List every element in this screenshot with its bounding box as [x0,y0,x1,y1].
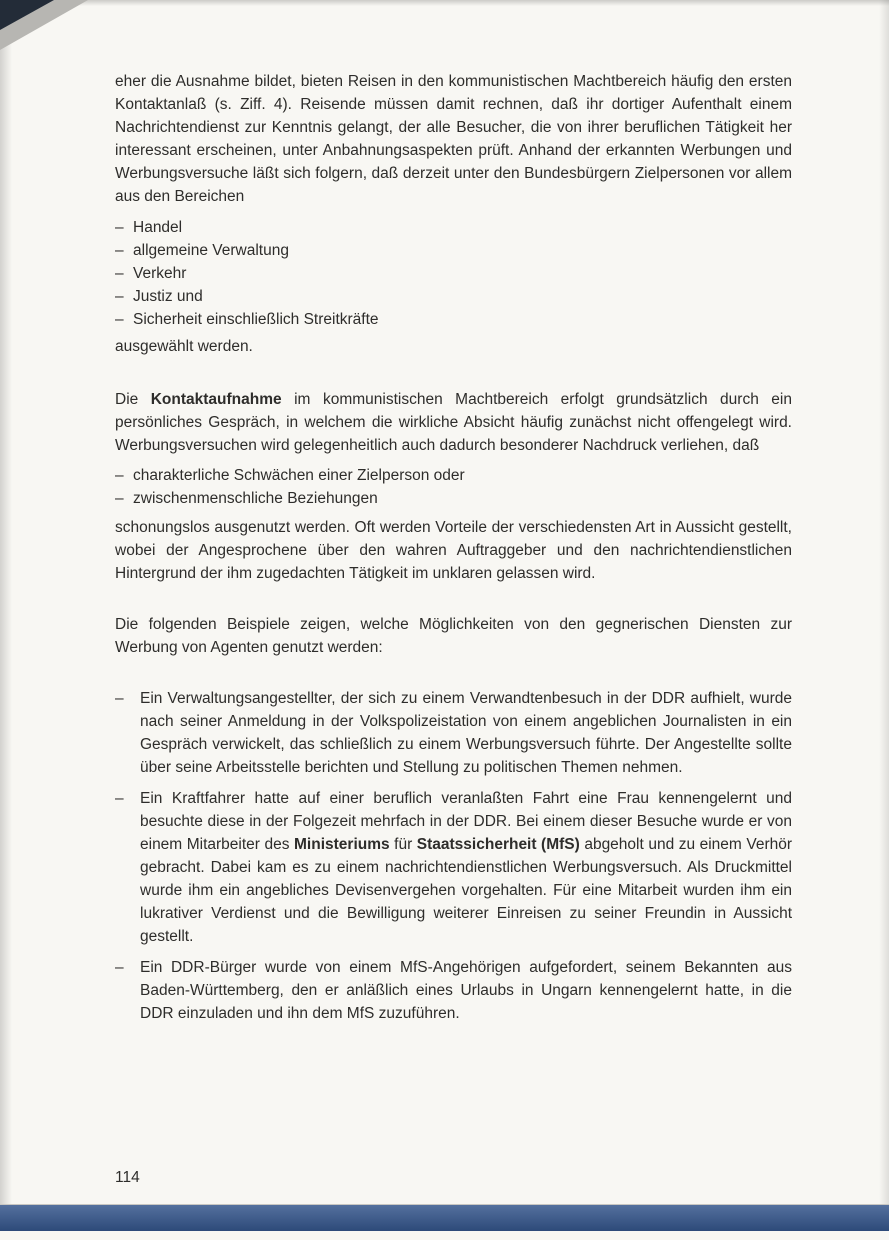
list-item [115,464,792,487]
paragraph-kontaktaufnahme: Die Kontaktaufnahme im kommunistischen Machtbereich erfolgt grundsätzlich durch ein persönliches Gespräch, in welchem die wirkliche Absicht häufig zunächst nicht offengelegt wird. Werbungsversuchen wird gelegenheitlich auch dadurch besonderer Nachdruck verliehen, daß [115,391,792,454]
list-item [115,487,792,510]
dash-bullet: – [115,288,124,305]
paragraph-travel-intro: eher die Ausnahme bildet, bieten Reisen in den kommunistischen Machtbereich häufig den ersten Kontaktanlaß (s. Ziff. 4). Reisende müssen damit rechnen, daß ihr dortiger Aufenthalt einem Nachrichtendienst zur Kenntnis gelangt, der alle Besucher, die von ihrer beruflichen Tätigkeit her interessant erscheinen, unter Anbahnungsaspekten prüft. Anhand der erkannten Werbungen und Werbungsversuche läßt sich folgern, daß derzeit unter den Bundesbürgern Zielpersonen vor allem aus den Bereichen [115,73,792,205]
dash-bullet: – [115,219,124,236]
document-text-column [115,70,792,1025]
example-item [115,956,792,1025]
dash-bullet: – [115,690,124,707]
list-item-label: allgemeine Verwaltung [133,242,289,259]
dash-bullet: – [115,790,124,807]
dash-bullet: – [115,959,124,976]
example-text: Ein Kraftfahrer hatte auf einer beruflich veranlaßten Fahrt eine Frau kennengelernt und besuchte diese in der Folgezeit mehrfach in der DDR. Bei einem dieser Besuche wurde er von einem Mitarbeiter des Ministeriums für Staatssicherheit (MfS) abgeholt und zu einem Verhör gebracht. Dabei kam es zu einem nachrichtendienstlichen Werbungsversuch. Als Druckmittel wurde ihm ein angebliches Devisenvergehen vorgehalten. Für eine Mitarbeit wurden ihm ein lukrativer Verdienst und die Bewilligung weiterer Einreisen zu seiner Freundin in Aussicht gestellt. [140,790,793,945]
paragraph-examples-intro: Die folgenden Beispiele zeigen, welche Möglichkeiten von den gegnerischen Diensten zur Werbung von Agenten genutzt werden: [115,616,792,656]
list-item [115,239,792,262]
page-number: 114 [115,1169,140,1186]
paragraph-sectors-outro: ausgewählt werden. [115,338,253,355]
dash-bullet: – [115,242,124,259]
list-item [115,262,792,285]
list-item-label: zwischenmenschliche Beziehungen [133,490,378,507]
dash-bullet: – [115,311,124,328]
dash-bullet: – [115,467,124,484]
list-item-label: Handel [133,219,183,236]
example-text: Ein Verwaltungsangestellter, der sich zu einem Verwandtenbesuch in der DDR aufhielt, wurde nach seiner Anmeldung in der Volkspolizeistation von einem angeblichen Journalisten in ein Gespräch verwickelt, das schließlich zu einem Werbungsversuch führte. Der Angestellte sollte über seine Arbeitsstelle berichten und Stellung zu politischen Themen nehmen. [140,690,792,776]
example-item [115,687,792,779]
dash-bullet: – [115,490,124,507]
sector-list [115,216,792,331]
list-item-label: Justiz und [133,288,203,305]
scan-bottom-blue-band [0,1204,889,1231]
example-item [115,787,792,948]
list-item-label: charakterliche Schwächen einer Zielperson oder [133,467,465,484]
scan-right-edge-shadow [879,0,889,1205]
dash-bullet: – [115,265,124,282]
list-item-label: Sicherheit einschließlich Streitkräfte [133,311,379,328]
list-item-label: Verkehr [133,265,187,282]
example-text: Ein DDR-Bürger wurde von einem MfS-Angehörigen aufgefordert, seinem Bekannten aus Baden-Württemberg, den er anläßlich eines Urlaubs in Ungarn kennengelernt hatte, in die DDR einzuladen und ihn dem MfS zuzuführen. [140,959,792,1022]
pressure-point-list [115,464,792,510]
paragraph-exploitation: schonungslos ausgenutzt werden. Oft werden Vorteile der verschiedensten Art in Aussicht gestellt, wobei der Angesprochene über den wahren Auftraggeber und den nachrichtendienstlichen Hintergrund der ihm zugedachten Tätigkeit im unklaren gelassen wird. [115,519,792,582]
list-item [115,285,792,308]
list-item [115,308,792,331]
scan-left-edge-shadow [0,0,12,1205]
list-item [115,216,792,239]
scan-top-edge-shadow [0,0,889,6]
